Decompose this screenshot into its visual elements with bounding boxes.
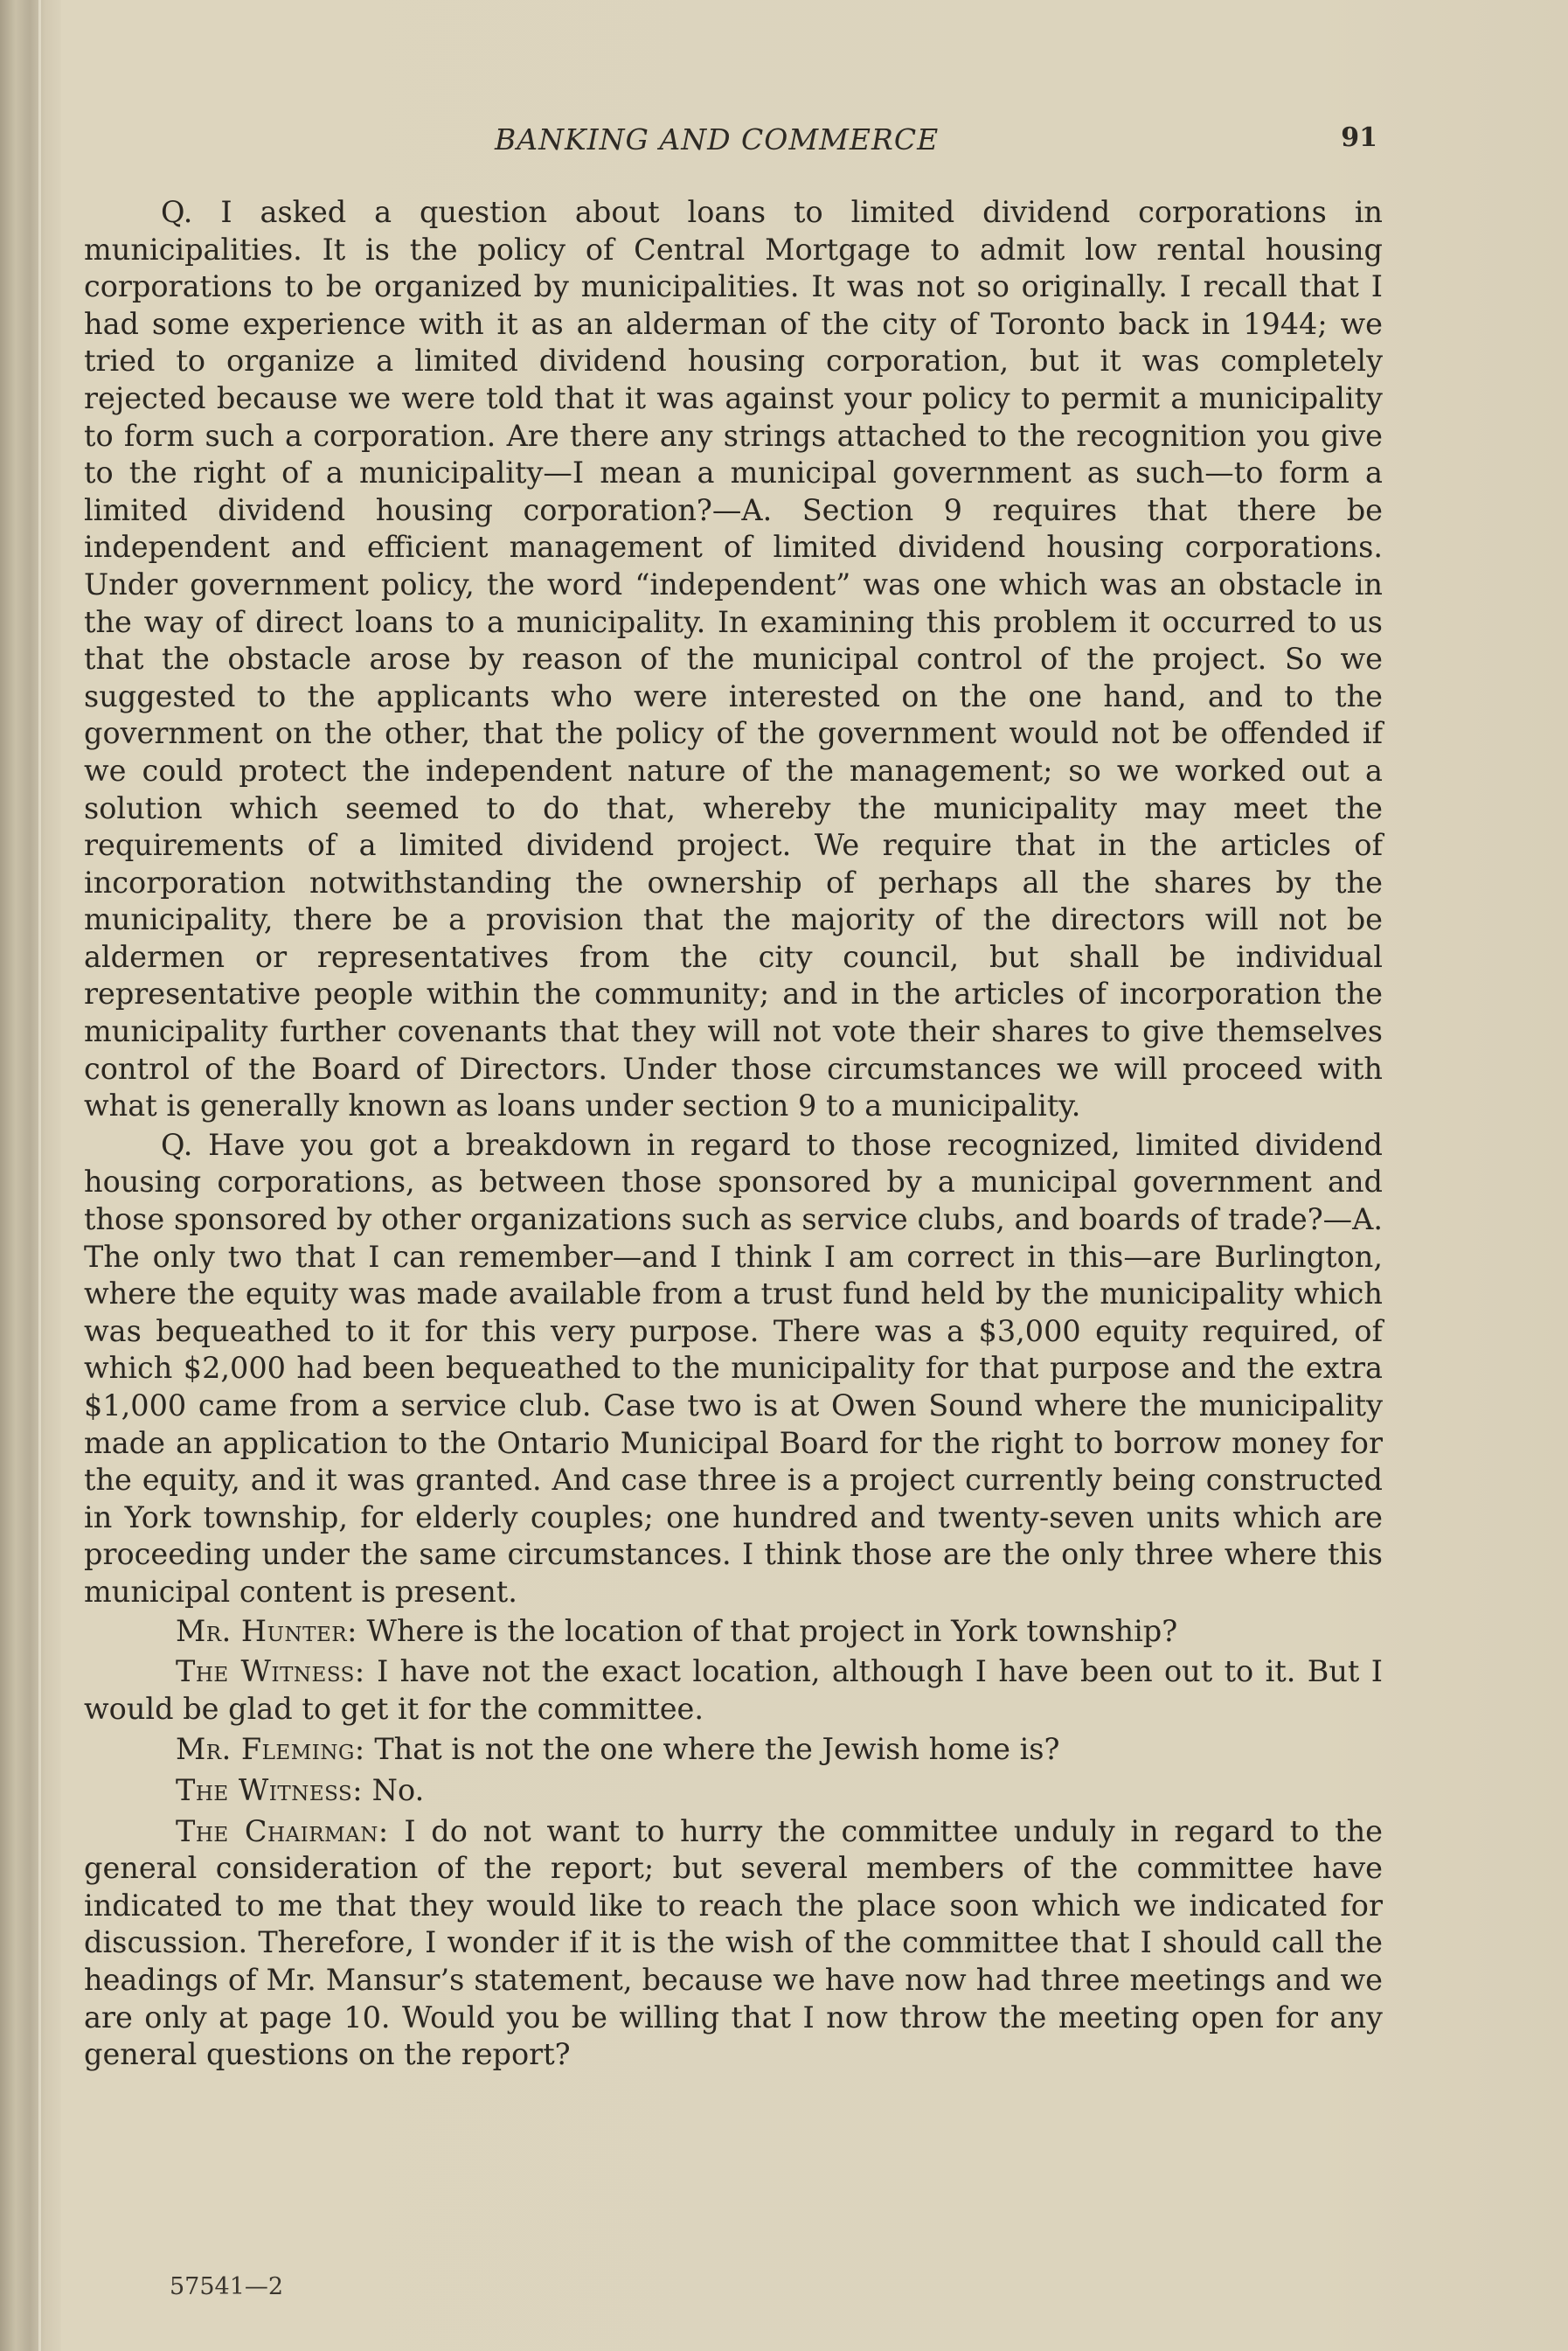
dialogue-entry [84, 1613, 1383, 1651]
speech-text: That is not the one where the Jewish home is? [374, 1732, 1060, 1767]
dialogue-entry [84, 1653, 1383, 1728]
paragraph-question-1: Q. I asked a question about loans to limited dividend corporations in municipalities. It is the policy of Central Mortgage to admit low rental housing corporations to be organized by municipalities. It was not so originally. I recall that I had some experience with it as an alderman of the city of Toronto back in 1944; we tried to organize a limited dividend housing corporation, but it was completely rejected because we were told that it was against your policy to permit a municipality to form such a corporation. Are there any strings attached to the recognition you give to the right of a municipality—I mean a municipal government as such—to form a limited dividend housing corporation?—A. Section 9 requires that there be independent and efficient management of limited dividend housing corporations. Under government policy, the word “independent” was one which was an obstacle in the way of direct loans to a municipality. In examining this problem it occurred to us that the obstacle arose by reason of the municipal control of the project. So we suggested to the applicants who were interested on the one hand, and to the government on the other, that the policy of the government would not be offended if we could protect the independent nature of the management; so we worked out a solution which seemed to do that, whereby the municipality may meet the requirements of a limited dividend project. We require that in the articles of incorporation notwithstanding the ownership of perhaps all the shares by the municipality, there be a provision that the majority of the directors will not be aldermen or representatives from the city council, but shall be individual representative people within the community; and in the articles of incorporation the municipality further covenants that they will not vote their shares to give themselves control of the Board of Directors. Under those circumstances we will proceed with what is generally known as loans under section 9 to a municipality. [84, 195, 1383, 1123]
speech-text: Where is the location of that project in York township? [366, 1613, 1178, 1648]
speaker-name: Mr. Hunter: [176, 1613, 357, 1648]
book-binding-edge [0, 0, 61, 2351]
speech-text: I do not want to hurry the committee unduly in regard to the general consideration of the report; but several members of the committee have indicated to me that they would like to reach the place soon which we indicated for discussion. Therefore, I wonder if it is the wish of the committee that I should call the headings of Mr. Mansur’s statement, because we have now had three meetings and we are only at page 10. Would you be willing that I now throw the meeting open for any general questions on the report? [84, 1813, 1383, 2072]
binding-fold-line [38, 0, 41, 2351]
running-title: BANKING AND COMMERCE [495, 122, 940, 157]
speaker-name: The Witness: [176, 1654, 365, 1689]
speech-text: No. [371, 1772, 425, 1807]
speech-text: I have not the exact location, although I have been out to it. But I would be glad to get it for the committee. [84, 1654, 1383, 1726]
paragraph-question-2: Q. Have you got a breakdown in regard to those recognized, limited dividend housing corporations, as between those sponsored by a municipal government and those sponsored by other organizations such as service clubs, and boards of trade?—A. The only two that I can remember—and I think I am correct in this—are Burlington, where the equity was made available from a trust fund held by the municipality which was bequeathed to it for this very purpose. There was a $3,000 equity required, of which $2,000 had been bequeathed to the municipality for that purpose and the extra $1,000 came from a service club. Case two is at Owen Sound where the municipality made an application to the Ontario Municipal Board for the right to borrow money for the equity, and it was granted. And case three is a project currently being constructed in York township, for elderly couples; one hundred and twenty-seven units which are proceeding under the same circumstances. I think those are the only three where this municipal content is present. [84, 1127, 1383, 1609]
speaker-name: The Chairman: [176, 1813, 389, 1848]
dialogue-entry [84, 1813, 1383, 2074]
dialogue-entry [84, 1772, 1383, 1810]
speaker-name: The Witness: [176, 1772, 364, 1807]
dialogue-entry [84, 1731, 1383, 1769]
page-number: 91 [1341, 122, 1377, 153]
body-text [84, 194, 1383, 2077]
printer-signature-mark: 57541—2 [170, 2273, 284, 2300]
speaker-name: Mr. Fleming: [176, 1732, 365, 1767]
running-head [84, 122, 1377, 166]
